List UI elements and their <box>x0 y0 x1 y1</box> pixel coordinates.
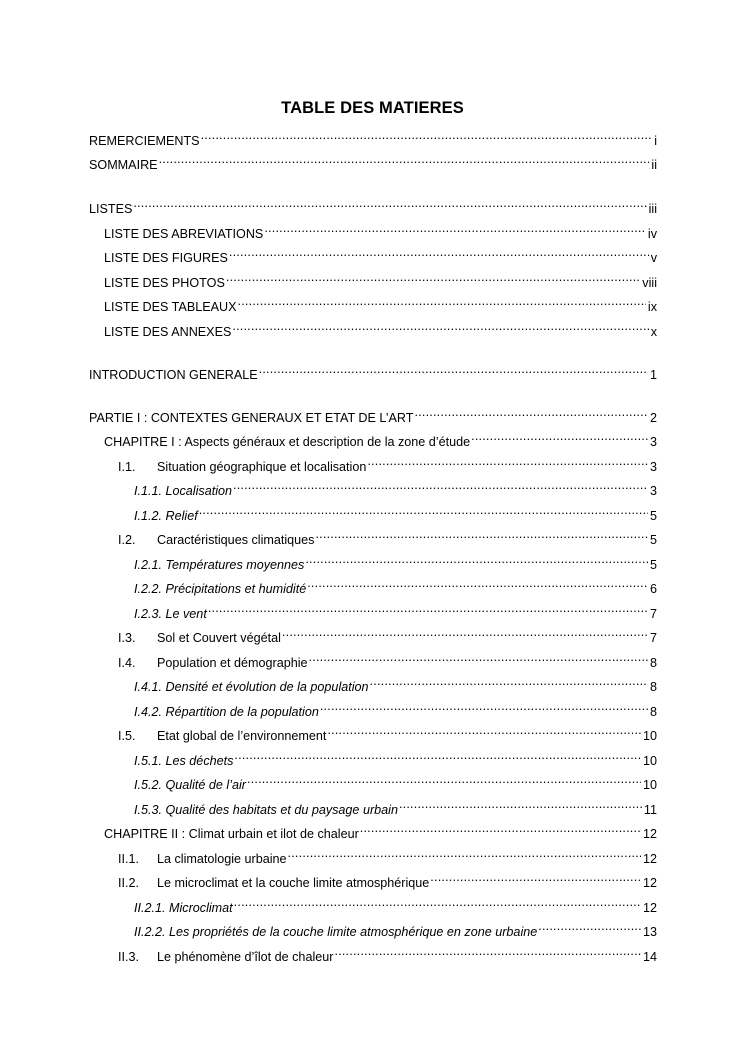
toc-entry-subsection-i11[interactable] <box>134 479 657 498</box>
toc-entry-label: INTRODUCTION GENERALE <box>89 368 258 382</box>
toc-entry-liste-tableaux[interactable] <box>104 295 657 314</box>
toc-entry-subsection-i21[interactable] <box>134 553 657 572</box>
toc-page-number: 8 <box>649 705 657 719</box>
toc-page-number: x <box>650 325 657 339</box>
leader-dots <box>430 871 641 887</box>
toc-entry-liste-abreviations[interactable] <box>104 222 657 241</box>
toc-page-number: 12 <box>642 901 657 915</box>
toc-section-number: II.3. <box>118 950 139 964</box>
toc-entry-label: La climatologie urbaine <box>157 852 287 866</box>
toc-entry-liste-annexes[interactable] <box>104 320 657 339</box>
toc-entry-label: REMERCIEMENTS <box>89 134 200 148</box>
leader-dots <box>259 363 648 379</box>
toc-entry-label: LISTE DES FIGURES <box>104 251 228 265</box>
toc-page-number: 5 <box>649 533 657 547</box>
toc-entry-label: Le phénomène d’îlot de chaleur <box>157 950 334 964</box>
toc-page-number: 7 <box>649 631 657 645</box>
leader-dots <box>471 430 648 446</box>
toc-entry-label: I.4.2. Répartition de la population <box>134 705 319 719</box>
leader-dots <box>399 798 642 814</box>
toc-entry-introduction[interactable] <box>89 363 657 382</box>
toc-entry-label: I.2.2. Précipitations et humidité <box>134 582 307 596</box>
toc-page-number: 12 <box>642 876 657 890</box>
toc-entry-label: II.2.1. Microclimat <box>134 901 233 915</box>
toc-page-number: 11 <box>643 803 657 817</box>
toc-entry-label: I.1.2. Relief <box>134 509 198 523</box>
toc-page-number: i <box>654 134 657 148</box>
toc-section-number: I.5. <box>118 729 136 743</box>
leader-dots <box>133 197 646 213</box>
toc-entry-subsection-i41[interactable] <box>134 675 657 694</box>
toc-page-number: 3 <box>649 435 657 449</box>
toc-section-number: I.2. <box>118 533 136 547</box>
leader-dots <box>327 724 641 740</box>
toc-entry-sommaire[interactable] <box>89 153 657 172</box>
toc-page-number: 8 <box>649 680 657 694</box>
toc-page-number: iii <box>648 202 657 216</box>
toc-entry-liste-figures[interactable] <box>104 246 657 265</box>
leader-dots <box>199 504 648 520</box>
toc-entry-label: I.5.3. Qualité des habitats et du paysage urbain <box>134 803 398 817</box>
leader-dots <box>238 295 646 311</box>
toc-entry-label: I.5.2. Qualité de l’air <box>134 778 247 792</box>
toc-page-number: 3 <box>649 484 657 498</box>
toc-entry-chapitre-1[interactable] <box>104 430 657 449</box>
toc-entry-label: I.4.1. Densité et évolution de la population <box>134 680 369 694</box>
toc-page-number: ix <box>647 300 657 314</box>
toc-entry-subsection-i23[interactable] <box>134 602 657 621</box>
toc-entry-liste-photos[interactable] <box>104 271 657 290</box>
leader-dots <box>367 455 648 471</box>
leader-dots <box>320 700 648 716</box>
toc-entry-section-i2[interactable] <box>118 528 657 547</box>
toc-entry-subsection-i53[interactable] <box>134 798 657 817</box>
toc-entry-label: I.2.3. Le vent <box>134 607 207 621</box>
toc-entry-label: LISTE DES TABLEAUX <box>104 300 237 314</box>
leader-dots <box>226 271 640 287</box>
toc-entry-label: Etat global de l’environnement <box>157 729 327 743</box>
toc-entry-subsection-i52[interactable] <box>134 773 657 792</box>
toc-page-number: 12 <box>642 852 657 866</box>
toc-entry-subsection-ii21[interactable] <box>134 896 657 915</box>
leader-dots <box>315 528 648 544</box>
toc-page-number: viii <box>642 276 657 290</box>
toc-entry-label: CHAPITRE II : Climat urbain et ilot de chaleur <box>104 827 359 841</box>
toc-entry-label: LISTE DES ANNEXES <box>104 325 232 339</box>
toc-entry-label: SOMMAIRE <box>89 158 158 172</box>
toc-entry-label: Situation géographique et localisation <box>157 460 367 474</box>
toc-page-number: 10 <box>642 778 657 792</box>
leader-dots <box>233 479 648 495</box>
toc-entry-section-i1[interactable] <box>118 455 657 474</box>
toc-page-number: 10 <box>642 729 657 743</box>
toc-page-number: 14 <box>642 950 657 964</box>
toc-entry-label: II.2.2. Les propriétés de la couche limite atmosphérique en zone urbaine <box>134 925 538 939</box>
toc-page-number: v <box>650 251 657 265</box>
toc-page-number: iv <box>647 227 657 241</box>
toc-entry-label: LISTES <box>89 202 133 216</box>
leader-dots <box>247 773 641 789</box>
toc-page-number: 13 <box>642 925 657 939</box>
toc-page-number: ii <box>651 158 657 172</box>
toc-entry-label: LISTE DES PHOTOS <box>104 276 225 290</box>
toc-entry-section-i4[interactable] <box>118 651 657 670</box>
page-title: TABLE DES MATIERES <box>281 99 464 117</box>
toc-entry-subsection-i22[interactable] <box>134 577 657 596</box>
toc-section-number: I.3. <box>118 631 136 645</box>
toc-entry-remerciements[interactable] <box>89 129 657 148</box>
toc-entry-label: LISTE DES ABREVIATIONS <box>104 227 264 241</box>
toc-section-number: II.2. <box>118 876 139 890</box>
leader-dots <box>234 749 641 765</box>
leader-dots <box>414 406 648 422</box>
toc-entry-label: I.2.1. Températures moyennes <box>134 558 305 572</box>
toc-page-number: 1 <box>649 368 657 382</box>
toc-page-number: 8 <box>649 656 657 670</box>
toc-entry-label: CHAPITRE I : Aspects généraux et description de la zone d’étude <box>104 435 471 449</box>
toc-page-number: 6 <box>649 582 657 596</box>
leader-dots <box>334 945 641 961</box>
leader-dots <box>282 626 648 642</box>
toc-entry-label: Caractéristiques climatiques <box>157 533 315 547</box>
leader-dots <box>264 222 646 238</box>
leader-dots <box>360 822 641 838</box>
toc-page-number: 3 <box>649 460 657 474</box>
toc-entry-section-i5[interactable] <box>118 724 657 743</box>
toc-entry-section-ii2[interactable] <box>118 871 657 890</box>
toc-page-number: 5 <box>649 558 657 572</box>
toc-page-number: 7 <box>649 607 657 621</box>
leader-dots <box>307 577 648 593</box>
leader-dots <box>232 320 648 336</box>
toc-entry-section-ii3[interactable] <box>118 945 657 964</box>
leader-dots <box>159 153 650 169</box>
leader-dots <box>538 920 641 936</box>
toc-entry-partie-1[interactable] <box>89 406 657 425</box>
toc-entry-section-ii1[interactable] <box>118 847 657 866</box>
toc-entry-label: Sol et Couvert végétal <box>157 631 281 645</box>
toc-entry-listes[interactable] <box>89 197 657 216</box>
leader-dots <box>309 651 648 667</box>
toc-entry-subsection-i51[interactable] <box>134 749 657 768</box>
toc-page-number: 5 <box>649 509 657 523</box>
toc-entry-section-i3[interactable] <box>118 626 657 645</box>
toc-entry-label: Population et démographie <box>157 656 308 670</box>
toc-entry-subsection-i12[interactable] <box>134 504 657 523</box>
leader-dots <box>201 129 653 145</box>
toc-entry-subsection-i42[interactable] <box>134 700 657 719</box>
leader-dots <box>370 675 648 691</box>
toc-page-number: 2 <box>649 411 657 425</box>
toc-entry-subsection-ii22[interactable] <box>134 920 657 939</box>
toc-section-number: I.4. <box>118 656 136 670</box>
toc-entry-label: PARTIE I : CONTEXTES GENERAUX ET ETAT DE L’ART <box>89 411 414 425</box>
leader-dots <box>305 553 648 569</box>
toc-section-number: I.1. <box>118 460 136 474</box>
leader-dots <box>229 246 649 262</box>
toc-entry-chapitre-2[interactable] <box>104 822 657 841</box>
leader-dots <box>208 602 648 618</box>
toc-section-number: II.1. <box>118 852 139 866</box>
leader-dots <box>288 847 641 863</box>
toc-page-number: 10 <box>642 754 657 768</box>
toc-page-number: 12 <box>642 827 657 841</box>
toc-entry-label: Le microclimat et la couche limite atmosphérique <box>157 876 430 890</box>
toc-entry-label: I.5.1. Les déchets <box>134 754 234 768</box>
toc-entry-label: I.1.1. Localisation <box>134 484 233 498</box>
leader-dots <box>234 896 641 912</box>
